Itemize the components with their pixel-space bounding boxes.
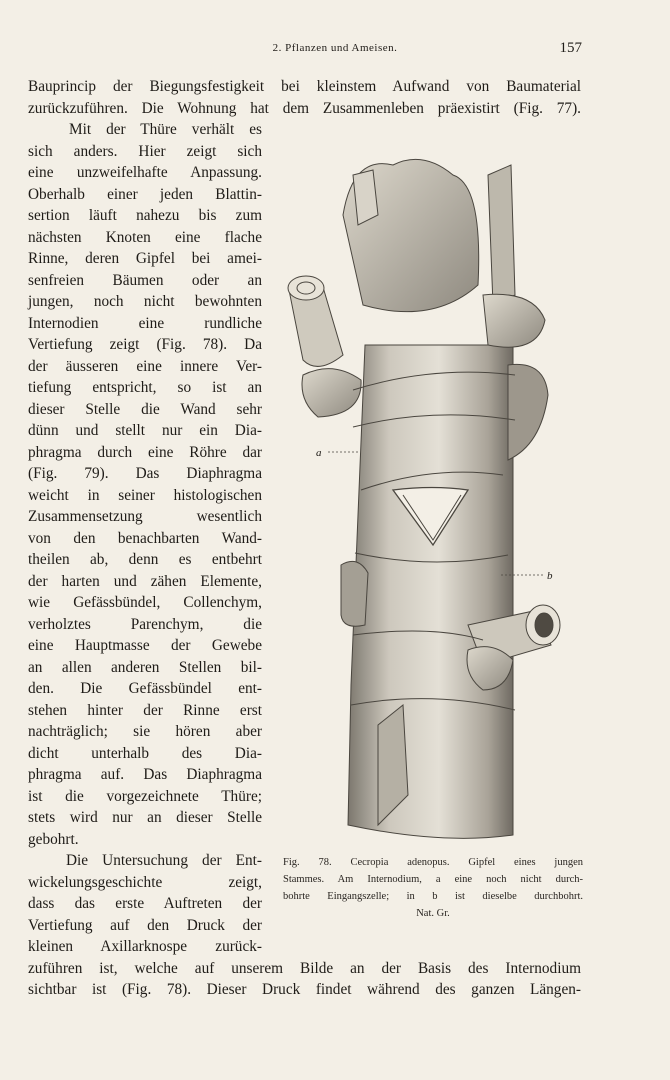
- text-line: zurückzuführen. Die Wohnung hat dem Zusammenleben präexistirt (Fig. 77).: [28, 100, 581, 117]
- text-line: theilen ab, denn es entbehrt: [28, 551, 262, 568]
- text-line: der äusseren eine innere Ver-: [28, 358, 262, 375]
- caption-line: Fig. 78. Cecropia adenopus. Gipfel eines jungen: [283, 857, 583, 868]
- page-header: [0, 40, 670, 60]
- text-line: eine Hauptmasse der Gewebe: [28, 637, 262, 654]
- text-line: der harten und zähen Elemente,: [28, 573, 262, 590]
- label-b: b: [547, 570, 553, 582]
- caption-line: Nat. Gr.: [416, 908, 450, 919]
- text-line: gebohrt.: [28, 831, 79, 848]
- text-line: Oberhalb einer jeden Blattin-: [28, 186, 262, 203]
- text-line: Rinne, deren Gipfel bei amei-: [28, 250, 262, 267]
- cecropia-stem-illustration: [283, 145, 583, 845]
- text-line: Zusammensetzung wesentlich: [28, 508, 262, 525]
- text-line: (Fig. 79). Das Diaphragma: [28, 465, 262, 482]
- text-line: Bauprincip der Biegungsfestigkeit bei kleinstem Aufwand von Baumaterial: [28, 78, 581, 95]
- text-line: an allen anderen Stellen bil-: [28, 659, 262, 676]
- text-line: wickelungsgeschichte zeigt,: [28, 874, 262, 891]
- stem-engraving: [283, 145, 583, 845]
- text-line: jungen, noch nicht bewohnten: [28, 293, 262, 310]
- text-line: nächsten Knoten eine flache: [28, 229, 262, 246]
- running-title: 2. Pflanzen und Ameisen.: [272, 42, 398, 54]
- text-line: zuführen ist, welche auf unserem Bilde an der Basis des Internodium: [28, 960, 581, 977]
- text-line: Vertiefung auf den Druck der: [28, 917, 262, 934]
- text-line: dieser Stelle die Wand sehr: [28, 401, 262, 418]
- text-line: tiefung entspricht, so ist an: [28, 379, 262, 396]
- text-line: weicht in seiner histologischen: [28, 487, 262, 504]
- text-line: phragma durch eine Röhre dar: [28, 444, 262, 461]
- text-line: wie Gefässbündel, Collenchym,: [28, 594, 262, 611]
- text-line: dass das erste Auftreten der: [28, 895, 262, 912]
- text-line: sichtbar ist (Fig. 78). Dieser Druck findet während des ganzen Längen-: [28, 981, 581, 998]
- text-line: den. Die Gefässbündel ent-: [28, 680, 262, 697]
- text-line: kleinen Axillarknospe zurück-: [28, 938, 262, 955]
- page-number: 157: [559, 40, 582, 56]
- text-line: sich anders. Hier zeigt sich: [28, 143, 262, 160]
- text-line: senfreien Bäumen oder an: [28, 272, 262, 289]
- text-line: Die Untersuchung der Ent-: [66, 852, 262, 869]
- text-line: eine unzweifelhafte Anpassung.: [28, 164, 262, 181]
- caption-line: Stammes. Am Internodium, a eine noch nicht durch-: [283, 874, 583, 885]
- label-a: a: [316, 447, 322, 459]
- text-line: phragma auf. Das Diaphragma: [28, 766, 262, 783]
- text-line: Mit der Thüre verhält es: [69, 121, 262, 138]
- caption-line: bohrte Eingangszelle; in b ist dieselbe durchbohrt.: [283, 891, 583, 902]
- text-line: Vertiefung zeigt (Fig. 78). Da: [28, 336, 262, 353]
- text-line: ist die vorgezeichnete Thüre;: [28, 788, 262, 805]
- text-line: stehen hinter der Rinne erst: [28, 702, 262, 719]
- text-line: von den benachbarten Wand-: [28, 530, 262, 547]
- text-line: dünn und stellt nur ein Dia-: [28, 422, 262, 439]
- text-line: dicht unterhalb des Dia-: [28, 745, 262, 762]
- text-line: sertion läuft nahezu bis zum: [28, 207, 262, 224]
- text-line: nachträglich; sie hören aber: [28, 723, 262, 740]
- text-line: Internodien eine rundliche: [28, 315, 262, 332]
- text-line: verholztes Parenchym, die: [28, 616, 262, 633]
- text-line: stets wird nur an dieser Stelle: [28, 809, 262, 826]
